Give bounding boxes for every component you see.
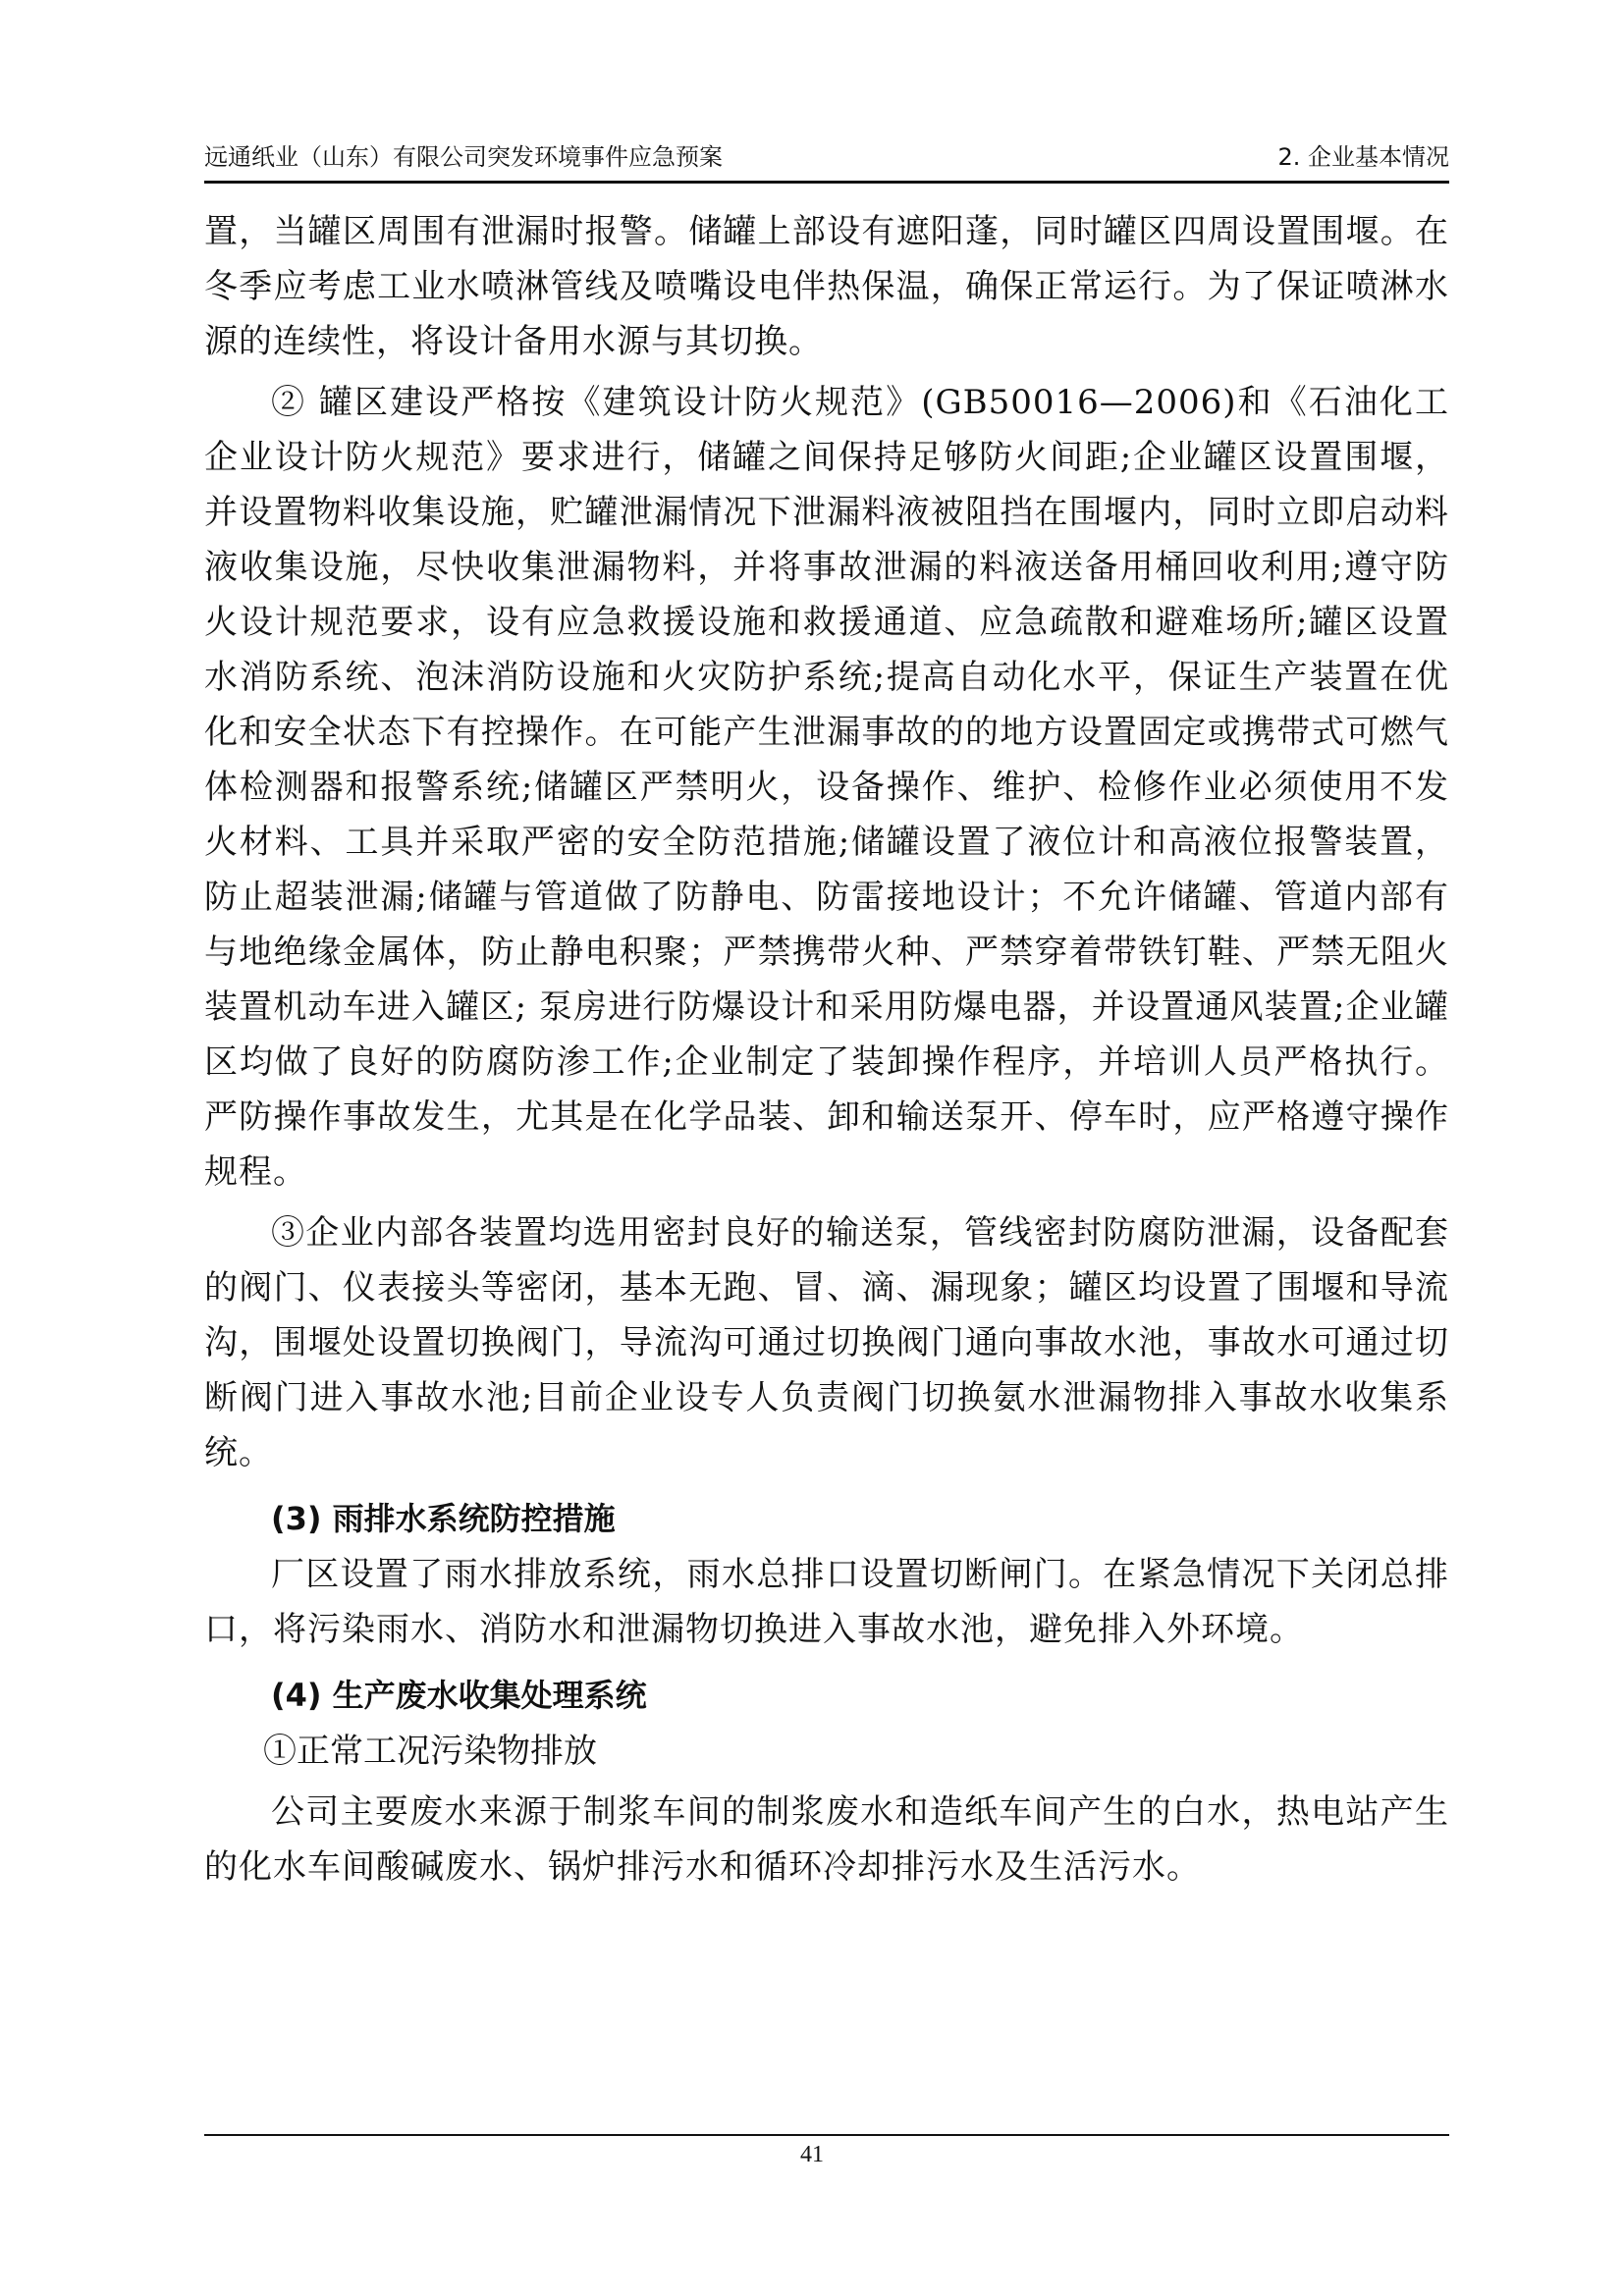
paragraph-rainwater-system: 厂区设置了雨水排放系统，雨水总排口设置切断闸门。在紧急情况下关闭总排口，将污染雨水、消防水和泄漏物切换进入事故水池，避免排入外环境。 — [204, 1555, 1449, 1649]
paragraph-tank-fire-code: ② 罐区建设严格按《建筑设计防火规范》(GB50016—2006)和《石油化工企业设计防火规范》要求进行，储罐之间保持足够防火间距;企业罐区设置围堰，并设置物料收集设施，贮罐泄漏情况下泄漏料液被阻挡在围堰内，同时立即启动料液收集设施，尽快收集泄漏物料，并将事故泄漏的料液送备用桶回收利用;遵守防火设计规范要求，设有应急救援设施和救援通道、应急疏散和避难场所;罐区设置水消防系统、泡沫消防设施和火灾防护系统;提高自动化水平，保证生产装置在优化和安全状态下有控操作。在可能产生泄漏事故的的地方设置固定或携带式可燃气体检测器和报警系统;储罐区严禁明火，设备操作、维护、检修作业必须使用不发火材料、工具并采取严密的安全防范措施;储罐设置了液位计和高液位报警装置，防止超装泄漏;储罐与管道做了防静电、防雷接地设计；不允许储罐、管道内部有与地绝缘金属体，防止静电积聚；严禁携带火种、严禁穿着带铁钉鞋、严禁无阻火装置机动车进入罐区; 泵房进行防爆设计和采用防爆电器，并设置通风装置;企业罐区均做了良好的防腐防渗工作;企业制定了装卸操作程序，并培训人员严格执行。严防操作事故发生，尤其是在化学品装、卸和输送泵开、停车时，应严格遵守操作规程。 — [204, 383, 1449, 1192]
paragraph-continuation: 置，当罐区周围有泄漏时报警。储罐上部设有遮阳蓬，同时罐区四周设置围堰。在冬季应考虑工业水喷淋管线及喷嘴设电伴热保温，确保正常运行。为了保证喷淋水源的连续性，将设计备用水源与其切换。 — [204, 212, 1449, 361]
page-body — [204, 204, 1449, 1895]
paragraph-wastewater-sources: 公司主要废水来源于制浆车间的制浆废水和造纸车间产生的白水，热电站产生的化水车间酸碱废水、锅炉排污水和循环冷却排污水及生活污水。 — [204, 1792, 1449, 1887]
paragraph-sealed-equipment: ③企业内部各装置均选用密封良好的输送泵，管线密封防腐防泄漏，设备配套的阀门、仪表接头等密闭，基本无跑、冒、滴、漏现象；罐区均设置了围堰和导流沟，围堰处设置切换阀门，导流沟可通过切换阀门通向事故水池，事故水可通过切断阀门进入事故水池;目前企业设专人负责阀门切换氨水泄漏物排入事故水收集系统。 — [204, 1213, 1449, 1472]
page-number: 41 — [800, 2142, 824, 2167]
section-title: 2. 企业基本情况 — [1277, 143, 1449, 171]
heading-rainwater-control: (3) 雨排水系统防控措施 — [271, 1500, 616, 1537]
heading-wastewater-system: (4) 生产废水收集处理系统 — [271, 1677, 647, 1714]
subheading-normal-discharge: ①正常工况污染物排放 — [263, 1732, 597, 1771]
document-title: 远通纸业（山东）有限公司突发环境事件应急预案 — [204, 143, 723, 171]
footer-divider — [204, 2134, 1449, 2136]
header-divider — [204, 181, 1449, 184]
running-header — [204, 137, 1449, 177]
